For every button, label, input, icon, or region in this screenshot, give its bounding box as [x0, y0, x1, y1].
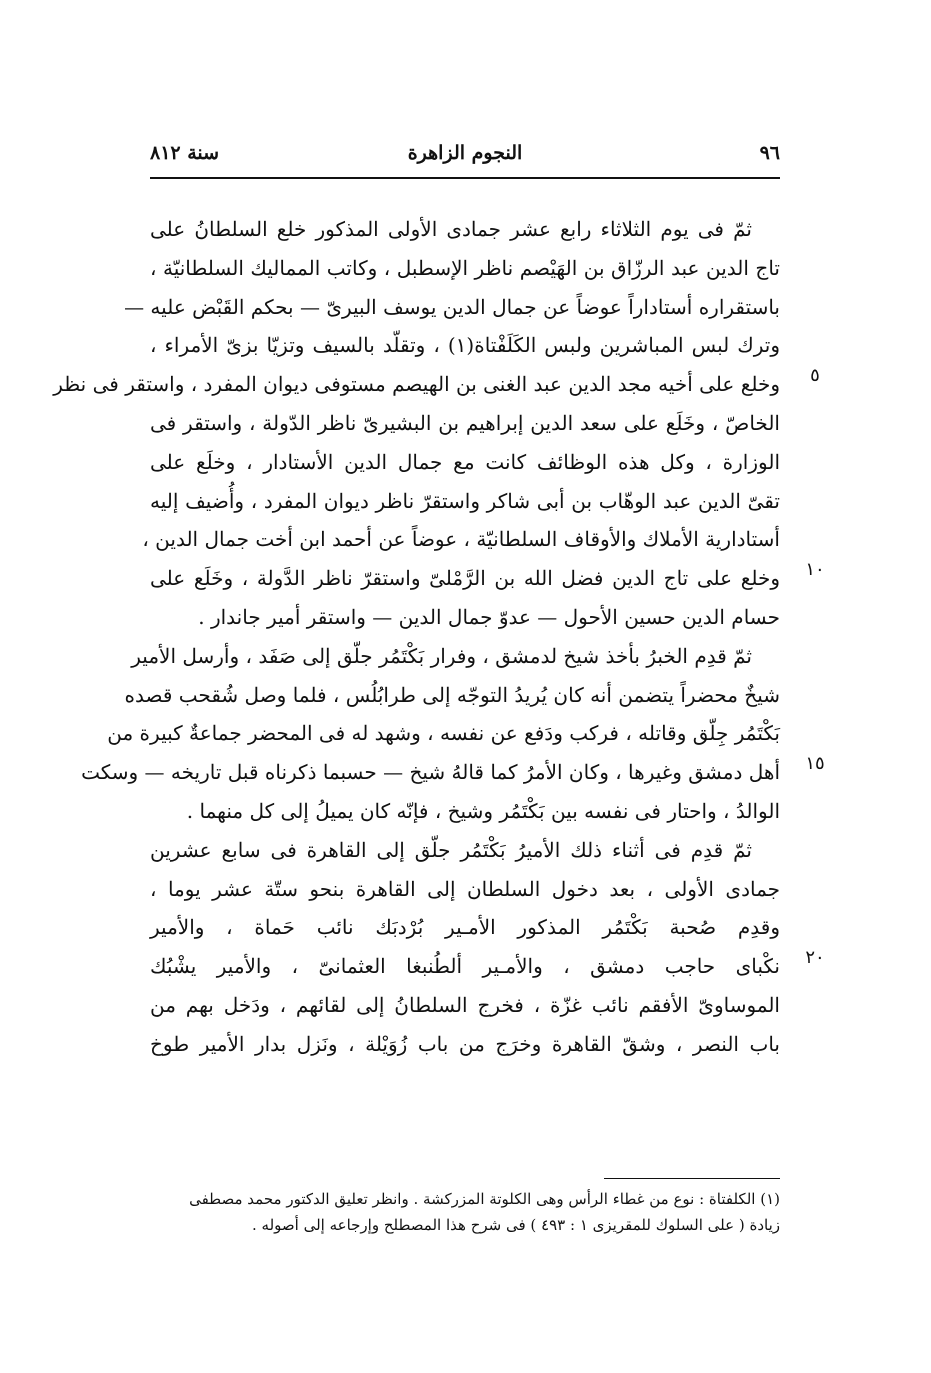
text-line: الوالدُ ، واحتار فى نفسه بين بَكْتَمُر وشيخ ، فإنّه كان يميلُ إلى كل منهما . [186, 798, 780, 823]
text-line: وخلع على تاج الدين فضل الله بن الرَّمْلىّ واستقرّ ناظر الدَّولة ، وخَلَع على [150, 566, 780, 591]
text-line: وقدِم صُحبة بَكْتَمُر المذكور الأمـير بُرْدبَك نائب حَماة ، والأمير [150, 915, 780, 940]
text-line: تقىّ الدين عبد الوهّاب بن أبى شاكر واستقرّ ناظر ديوان المفرد ، وأُضيف إليه [150, 488, 780, 513]
text-line: ثمّ قدِم الخبرُ بأخذ شيخ لدمشق ، وفرار بَكْتَمُر جلّق إلى صَفَد ، وأرسل الأمير [131, 643, 752, 668]
footnote-line: (١) الكلفتاة : نوع من غطاء الرأس وهى الكلوتة المزركشة . وانظر تعليق الدكتور محمد مصطفى [189, 1190, 780, 1208]
line-number-5: ٥ [810, 365, 820, 386]
text-line: الموساوىّ الأفقم نائب غزّة ، فخرج السلطانُ إلى لقائهم ، ودَخل بهم من [150, 992, 780, 1017]
line-number-10: ١٠ [805, 559, 825, 580]
text-line: وترك لبس المباشرين ولبس الكَلَفْتاة(١) ، وتقلّد بالسيف وتزيّا بزىّ الأمراء ، [150, 333, 781, 358]
text-line: أستادارية الأملاك والأوقاف السلطانيّة ، عوضاً عن أحمد ابن أخت جمال الدين ، [142, 527, 780, 552]
year-label: سنة ٨١٢ [150, 142, 220, 164]
line-number-20: ٢٠ [805, 947, 825, 968]
text-line: وخلع على أخيه مجد الدين عبد الغنى بن الهيصم مستوفى ديوان المفرد ، واستقر فى نظر [53, 372, 780, 397]
text-line: بَكْتَمُر جِلّق وقاتله ، فركب ودَفع عن نفسه ، وشهد له فى المحضر جماعةٌ كبيرة من [107, 721, 780, 746]
text-line: الوزارة ، وكل هذه الوظائف كانت مع جمال الدين الأستادار ، وخلَع على [150, 449, 780, 474]
footnotes [150, 1186, 780, 1238]
text-line: حسام الدين حسين الأحول — عدوّ جمال الدين — واستقر أمير جاندار . [198, 604, 780, 629]
line-number-15: ١٥ [805, 753, 825, 774]
header-rule [150, 177, 780, 179]
text-line: باستقراره أستاداراً عوضاً عن جمال الدين يوسف البيرىّ — بحكم القَبْض عليه — [124, 294, 780, 319]
text-line: جمادى الأولى ، بعد دخول السلطان إلى القاهرة بنحو ستّة عشر يوما ، [150, 876, 780, 901]
text-line: ثمّ فى يوم الثلاثاء رابع عشر جمادى الأولى المذكور خلع السلطانُ على [150, 217, 752, 241]
text-line: الخاصّ ، وخَلَع على سعد الدين إبراهيم بن البشيرىّ ناظر الدّولة ، واستقر فى [150, 410, 780, 435]
text-line: باب النصر ، وشقّ القاهرة وخرَج من باب زُوَيْلة ، ونَزل بدار الأمير طوخ [150, 1031, 780, 1056]
book-title: النجوم الزاهرة [407, 142, 523, 164]
body-text [53, 210, 781, 1064]
running-header [150, 142, 780, 176]
text-line: نكْباى حاجب دمشق ، والأمـير ألطُنبغا العثمانىّ ، والأمير يشْبُك [150, 954, 780, 979]
text-line: شيخٌ محضراً يتضمن أنه كان يُريدُ التوجّه إلى طرابُلُس ، فلما وصل شُقحب قصده [124, 682, 780, 707]
footnote-rule [604, 1178, 780, 1179]
footnote-line: زيادة ( على السلوك للمقريزى ١ : ٤٩٣ ) فى شرح هذا المصطلح وإرجاعه إلى أصوله . [252, 1216, 780, 1234]
text-line: ثمّ قدِم فى أثناء ذلك الأميرُ بَكْتَمُر جلّق إلى القاهرة فى سابع عشرين [150, 837, 752, 862]
page-number: ٩٦ [759, 142, 780, 164]
text-line: أهل دمشق وغيرها ، وكان الأمرُ كما قالهُ شيخ — حسبما ذكرناه قبل تاريخه — وسكت [81, 760, 780, 785]
text-line: تاج الدين عبد الرزّاق بن الهَيْصم ناظر الإسطبل ، وكاتب المماليك السلطانيّة ، [150, 255, 780, 280]
